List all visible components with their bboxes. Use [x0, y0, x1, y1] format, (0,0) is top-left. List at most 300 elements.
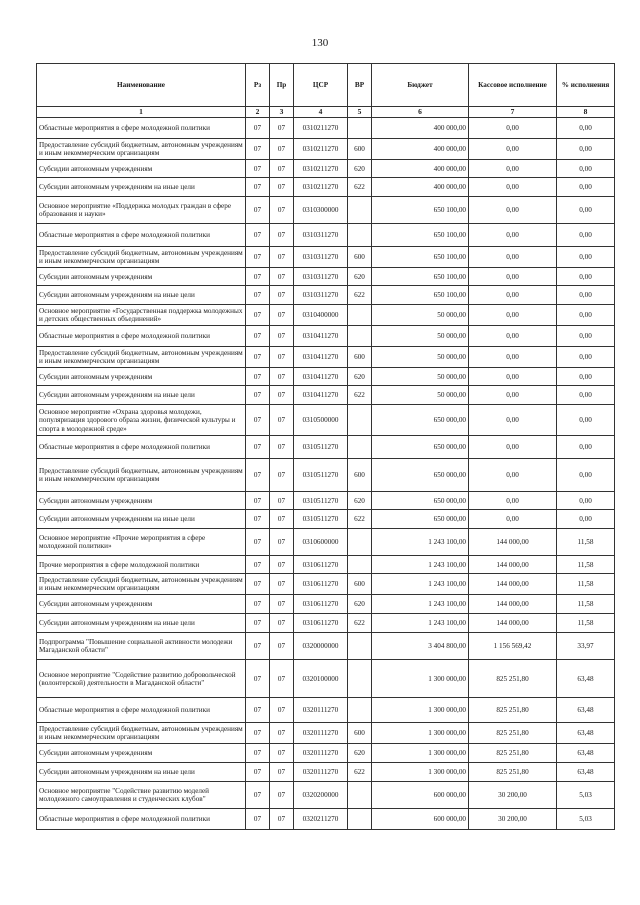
row-csr: 0310611270: [294, 574, 348, 595]
row-name: Прочие мероприятия в сфере молодежной политики: [37, 556, 246, 574]
row-csr: 0310311270: [294, 286, 348, 305]
row-cash: 0,00: [469, 368, 557, 386]
row-pct: 0,00: [557, 197, 615, 224]
row-name: Субсидии автономным учреждениям: [37, 268, 246, 286]
row-rz: 07: [246, 386, 270, 405]
row-vr: [348, 529, 372, 556]
row-budget: 1 243 100,00: [372, 595, 469, 614]
row-pct: 0,00: [557, 368, 615, 386]
row-cash: 0,00: [469, 510, 557, 529]
row-pr: 07: [270, 459, 294, 492]
row-budget: 50 000,00: [372, 305, 469, 326]
row-pct: 63,48: [557, 723, 615, 744]
header-name: Наименование: [37, 64, 246, 107]
table-row: [37, 763, 615, 782]
row-pct: 0,00: [557, 286, 615, 305]
row-rz: 07: [246, 326, 270, 347]
table-body: [37, 118, 615, 830]
row-pct: 0,00: [557, 160, 615, 178]
row-vr: 600: [348, 347, 372, 368]
row-budget: 1 300 000,00: [372, 763, 469, 782]
row-pr: 07: [270, 556, 294, 574]
row-rz: 07: [246, 405, 270, 436]
row-csr: 0310400000: [294, 305, 348, 326]
row-vr: [348, 809, 372, 830]
table-row: [37, 809, 615, 830]
row-vr: 600: [348, 574, 372, 595]
row-csr: 0320100000: [294, 660, 348, 698]
table-row: [37, 633, 615, 660]
table-row: [37, 326, 615, 347]
row-name: Подпрограмма "Повышение социальной активности молодежи Магаданской области": [37, 633, 246, 660]
row-budget: 400 000,00: [372, 160, 469, 178]
row-name: Субсидии автономным учреждениям на иные цели: [37, 178, 246, 197]
row-rz: 07: [246, 268, 270, 286]
row-budget: 650 000,00: [372, 405, 469, 436]
row-csr: 0310611270: [294, 595, 348, 614]
row-name: Субсидии автономным учреждениям на иные цели: [37, 510, 246, 529]
row-vr: [348, 118, 372, 139]
row-name: Субсидии автономным учреждениям на иные цели: [37, 386, 246, 405]
row-vr: 600: [348, 139, 372, 160]
table-row: [37, 574, 615, 595]
row-rz: 07: [246, 763, 270, 782]
row-vr: [348, 305, 372, 326]
row-vr: 620: [348, 368, 372, 386]
row-pct: 0,00: [557, 247, 615, 268]
row-pct: 0,00: [557, 118, 615, 139]
row-rz: 07: [246, 574, 270, 595]
row-pr: 07: [270, 660, 294, 698]
row-budget: 50 000,00: [372, 326, 469, 347]
row-cash: 30 200,00: [469, 809, 557, 830]
row-cash: 0,00: [469, 197, 557, 224]
row-vr: [348, 326, 372, 347]
row-csr: 0320111270: [294, 723, 348, 744]
row-name: Основное мероприятие «Поддержка молодых граждан в сфере образования и науки»: [37, 197, 246, 224]
row-cash: 0,00: [469, 224, 557, 247]
row-pr: 07: [270, 614, 294, 633]
row-pct: 11,58: [557, 574, 615, 595]
row-budget: 650 100,00: [372, 224, 469, 247]
table-row: [37, 744, 615, 763]
table-row: [37, 305, 615, 326]
row-cash: 144 000,00: [469, 529, 557, 556]
row-vr: 620: [348, 268, 372, 286]
row-rz: 07: [246, 782, 270, 809]
row-budget: 400 000,00: [372, 178, 469, 197]
row-cash: 0,00: [469, 436, 557, 459]
row-rz: 07: [246, 139, 270, 160]
row-pct: 0,00: [557, 178, 615, 197]
row-name: Предоставление субсидий бюджетным, автономным учреждениям и иным некоммерческим организациям: [37, 723, 246, 744]
row-rz: 07: [246, 510, 270, 529]
row-vr: 620: [348, 160, 372, 178]
row-csr: 0310411270: [294, 386, 348, 405]
row-vr: 622: [348, 763, 372, 782]
row-rz: 07: [246, 529, 270, 556]
row-budget: 50 000,00: [372, 347, 469, 368]
row-name: Предоставление субсидий бюджетным, автономным учреждениям и иным некоммерческим организациям: [37, 347, 246, 368]
row-csr: 0320211270: [294, 809, 348, 830]
row-rz: 07: [246, 556, 270, 574]
table-row: [37, 556, 615, 574]
row-pct: 0,00: [557, 459, 615, 492]
row-vr: 622: [348, 386, 372, 405]
row-rz: 07: [246, 698, 270, 723]
row-name: Предоставление субсидий бюджетным, автономным учреждениям и иным некоммерческим организациям: [37, 459, 246, 492]
row-pr: 07: [270, 782, 294, 809]
row-rz: 07: [246, 160, 270, 178]
row-pct: 0,00: [557, 139, 615, 160]
row-budget: 1 243 100,00: [372, 574, 469, 595]
row-vr: [348, 197, 372, 224]
row-cash: 144 000,00: [469, 614, 557, 633]
row-vr: 600: [348, 723, 372, 744]
row-vr: 622: [348, 286, 372, 305]
row-csr: 0310611270: [294, 614, 348, 633]
row-csr: 0320000000: [294, 633, 348, 660]
row-pct: 63,48: [557, 763, 615, 782]
row-rz: 07: [246, 247, 270, 268]
row-pct: 0,00: [557, 268, 615, 286]
row-pr: 07: [270, 386, 294, 405]
row-pr: 07: [270, 347, 294, 368]
row-cash: 0,00: [469, 405, 557, 436]
row-cash: 0,00: [469, 492, 557, 510]
row-vr: 620: [348, 595, 372, 614]
row-csr: 0310411270: [294, 347, 348, 368]
budget-execution-table: [36, 63, 615, 830]
row-pct: 5,03: [557, 809, 615, 830]
header-budget: Бюджет: [372, 64, 469, 107]
column-number-row: [37, 107, 615, 118]
row-csr: 0320200000: [294, 782, 348, 809]
row-vr: [348, 556, 372, 574]
row-budget: 600 000,00: [372, 809, 469, 830]
column-number: 2: [246, 107, 270, 118]
row-pr: 07: [270, 118, 294, 139]
row-budget: 1 300 000,00: [372, 698, 469, 723]
row-csr: 0310611270: [294, 556, 348, 574]
column-number: 1: [37, 107, 246, 118]
column-number: 7: [469, 107, 557, 118]
row-name: Предоставление субсидий бюджетным, автономным учреждениям и иным некоммерческим организациям: [37, 574, 246, 595]
row-vr: 600: [348, 459, 372, 492]
row-vr: [348, 660, 372, 698]
row-name: Областные мероприятия в сфере молодежной политики: [37, 698, 246, 723]
row-name: Субсидии автономным учреждениям: [37, 368, 246, 386]
table-row: [37, 268, 615, 286]
row-cash: 0,00: [469, 347, 557, 368]
table-row: [37, 782, 615, 809]
row-pr: 07: [270, 247, 294, 268]
table-row: [37, 660, 615, 698]
row-name: Предоставление субсидий бюджетным, автономным учреждениям и иным некоммерческим организациям: [37, 247, 246, 268]
row-budget: 650 000,00: [372, 436, 469, 459]
row-budget: 1 243 100,00: [372, 556, 469, 574]
row-rz: 07: [246, 347, 270, 368]
row-budget: 50 000,00: [372, 386, 469, 405]
row-pr: 07: [270, 436, 294, 459]
row-vr: 622: [348, 178, 372, 197]
table-row: [37, 595, 615, 614]
row-rz: 07: [246, 118, 270, 139]
row-name: Субсидии автономным учреждениям: [37, 744, 246, 763]
table-row: [37, 386, 615, 405]
row-name: Основное мероприятие «Прочие мероприятия в сфере молодежной политики»: [37, 529, 246, 556]
row-pct: 0,00: [557, 326, 615, 347]
row-cash: 0,00: [469, 160, 557, 178]
row-budget: 650 000,00: [372, 510, 469, 529]
table-row: [37, 347, 615, 368]
column-number: 3: [270, 107, 294, 118]
row-pr: 07: [270, 633, 294, 660]
row-name: Областные мероприятия в сфере молодежной политики: [37, 809, 246, 830]
row-budget: 400 000,00: [372, 118, 469, 139]
table-row: [37, 614, 615, 633]
row-name: Субсидии автономным учреждениям на иные цели: [37, 286, 246, 305]
row-rz: 07: [246, 197, 270, 224]
row-cash: 0,00: [469, 139, 557, 160]
row-pct: 0,00: [557, 224, 615, 247]
page-number: 130: [311, 37, 329, 49]
row-budget: 650 100,00: [372, 247, 469, 268]
row-cash: 0,00: [469, 178, 557, 197]
row-pr: 07: [270, 224, 294, 247]
row-csr: 0310511270: [294, 436, 348, 459]
row-cash: 144 000,00: [469, 556, 557, 574]
row-csr: 0310600000: [294, 529, 348, 556]
row-cash: 825 251,80: [469, 698, 557, 723]
row-cash: 0,00: [469, 305, 557, 326]
row-budget: 650 100,00: [372, 197, 469, 224]
row-pr: 07: [270, 698, 294, 723]
row-cash: 825 251,80: [469, 744, 557, 763]
row-pct: 0,00: [557, 386, 615, 405]
row-cash: 144 000,00: [469, 595, 557, 614]
table-row: [37, 436, 615, 459]
row-vr: [348, 782, 372, 809]
row-name: Основное мероприятие "Содействие развитию моделей молодежного самоуправления и студенческих клубов": [37, 782, 246, 809]
row-csr: 0310211270: [294, 160, 348, 178]
row-name: Областные мероприятия в сфере молодежной политики: [37, 326, 246, 347]
table-row: [37, 459, 615, 492]
row-vr: [348, 633, 372, 660]
row-pr: 07: [270, 723, 294, 744]
row-rz: 07: [246, 595, 270, 614]
row-csr: 0310411270: [294, 368, 348, 386]
row-rz: 07: [246, 723, 270, 744]
row-budget: 1 300 000,00: [372, 660, 469, 698]
row-cash: 0,00: [469, 326, 557, 347]
row-pr: 07: [270, 178, 294, 197]
row-pr: 07: [270, 529, 294, 556]
row-budget: 1 300 000,00: [372, 723, 469, 744]
table-row: [37, 492, 615, 510]
row-cash: 0,00: [469, 286, 557, 305]
row-vr: [348, 698, 372, 723]
table-row: [37, 224, 615, 247]
table-row: [37, 529, 615, 556]
row-name: Предоставление субсидий бюджетным, автономным учреждениям и иным некоммерческим организациям: [37, 139, 246, 160]
row-cash: 0,00: [469, 459, 557, 492]
row-vr: [348, 405, 372, 436]
row-pr: 07: [270, 744, 294, 763]
table-row: [37, 286, 615, 305]
row-pr: 07: [270, 160, 294, 178]
column-number: 4: [294, 107, 348, 118]
table-row: [37, 197, 615, 224]
table-row: [37, 405, 615, 436]
row-name: Основное мероприятие «Государственная поддержка молодежных и детских общественных объединений»: [37, 305, 246, 326]
row-pr: 07: [270, 809, 294, 830]
row-csr: 0310411270: [294, 326, 348, 347]
row-pct: 11,58: [557, 529, 615, 556]
row-csr: 0310511270: [294, 492, 348, 510]
column-number: 5: [348, 107, 372, 118]
row-csr: 0310311270: [294, 268, 348, 286]
row-name: Основное мероприятие «Охрана здоровья молодежи, популяризация здорового образа жизни, физической культуры и спорта в молодежной среде»: [37, 405, 246, 436]
row-csr: 0310500000: [294, 405, 348, 436]
column-number: 6: [372, 107, 469, 118]
table-row: [37, 160, 615, 178]
column-number: 8: [557, 107, 615, 118]
row-pr: 07: [270, 326, 294, 347]
row-cash: 1 156 569,42: [469, 633, 557, 660]
row-csr: 0310511270: [294, 459, 348, 492]
row-rz: 07: [246, 459, 270, 492]
row-pct: 0,00: [557, 347, 615, 368]
header-cash: Кассовое исполнение: [469, 64, 557, 107]
row-pr: 07: [270, 595, 294, 614]
row-rz: 07: [246, 633, 270, 660]
row-budget: 400 000,00: [372, 139, 469, 160]
row-pr: 07: [270, 763, 294, 782]
row-pr: 07: [270, 510, 294, 529]
row-pr: 07: [270, 305, 294, 326]
header-csr: ЦСР: [294, 64, 348, 107]
row-cash: 0,00: [469, 118, 557, 139]
row-cash: 0,00: [469, 247, 557, 268]
row-pct: 0,00: [557, 436, 615, 459]
row-name: Областные мероприятия в сфере молодежной политики: [37, 224, 246, 247]
row-name: Субсидии автономным учреждениям: [37, 595, 246, 614]
header-pct: % исполнения: [557, 64, 615, 107]
row-csr: 0320111270: [294, 698, 348, 723]
row-name: Основное мероприятие "Содействие развитию добровольческой (волонтерской) деятельности в Магаданской области": [37, 660, 246, 698]
row-budget: 1 243 100,00: [372, 529, 469, 556]
row-pr: 07: [270, 268, 294, 286]
row-cash: 144 000,00: [469, 574, 557, 595]
row-csr: 0310211270: [294, 118, 348, 139]
row-rz: 07: [246, 178, 270, 197]
row-csr: 0320111270: [294, 744, 348, 763]
table-row: [37, 368, 615, 386]
row-rz: 07: [246, 436, 270, 459]
row-rz: 07: [246, 368, 270, 386]
table-row: [37, 723, 615, 744]
row-rz: 07: [246, 286, 270, 305]
row-csr: 0310311270: [294, 247, 348, 268]
row-pr: 07: [270, 368, 294, 386]
row-budget: 1 243 100,00: [372, 614, 469, 633]
row-cash: 825 251,80: [469, 763, 557, 782]
row-vr: 622: [348, 510, 372, 529]
row-pct: 11,58: [557, 595, 615, 614]
row-csr: 0310211270: [294, 139, 348, 160]
row-rz: 07: [246, 492, 270, 510]
row-name: Субсидии автономным учреждениям: [37, 160, 246, 178]
header-rz: Рз: [246, 64, 270, 107]
row-pr: 07: [270, 286, 294, 305]
row-cash: 0,00: [469, 386, 557, 405]
row-rz: 07: [246, 809, 270, 830]
row-pr: 07: [270, 405, 294, 436]
row-name: Субсидии автономным учреждениям на иные цели: [37, 763, 246, 782]
row-vr: [348, 436, 372, 459]
row-budget: 650 000,00: [372, 492, 469, 510]
row-pct: 11,58: [557, 556, 615, 574]
row-vr: 620: [348, 744, 372, 763]
row-budget: 650 100,00: [372, 268, 469, 286]
row-budget: 3 404 800,00: [372, 633, 469, 660]
row-pr: 07: [270, 492, 294, 510]
row-budget: 50 000,00: [372, 368, 469, 386]
row-csr: 0310300000: [294, 197, 348, 224]
row-rz: 07: [246, 305, 270, 326]
table-row: [37, 118, 615, 139]
table-row: [37, 178, 615, 197]
row-budget: 1 300 000,00: [372, 744, 469, 763]
row-budget: 650 100,00: [372, 286, 469, 305]
row-rz: 07: [246, 224, 270, 247]
row-pr: 07: [270, 139, 294, 160]
table-row: [37, 247, 615, 268]
row-budget: 650 000,00: [372, 459, 469, 492]
row-pct: 0,00: [557, 492, 615, 510]
header-vr: ВР: [348, 64, 372, 107]
row-csr: 0320111270: [294, 763, 348, 782]
row-pct: 63,48: [557, 660, 615, 698]
row-pct: 0,00: [557, 510, 615, 529]
row-csr: 0310311270: [294, 224, 348, 247]
row-pct: 33,97: [557, 633, 615, 660]
row-rz: 07: [246, 614, 270, 633]
row-budget: 600 000,00: [372, 782, 469, 809]
row-pct: 63,48: [557, 744, 615, 763]
row-vr: 600: [348, 247, 372, 268]
header-pr: Пр: [270, 64, 294, 107]
row-cash: 0,00: [469, 268, 557, 286]
row-vr: 620: [348, 492, 372, 510]
row-vr: [348, 224, 372, 247]
row-pr: 07: [270, 574, 294, 595]
table-row: [37, 139, 615, 160]
row-pct: 5,03: [557, 782, 615, 809]
row-name: Областные мероприятия в сфере молодежной политики: [37, 118, 246, 139]
row-csr: 0310511270: [294, 510, 348, 529]
row-csr: 0310211270: [294, 178, 348, 197]
row-pct: 63,48: [557, 698, 615, 723]
row-cash: 825 251,80: [469, 723, 557, 744]
row-rz: 07: [246, 744, 270, 763]
row-pct: 0,00: [557, 305, 615, 326]
row-name: Субсидии автономным учреждениям: [37, 492, 246, 510]
table-row: [37, 698, 615, 723]
row-vr: 622: [348, 614, 372, 633]
table-row: [37, 510, 615, 529]
